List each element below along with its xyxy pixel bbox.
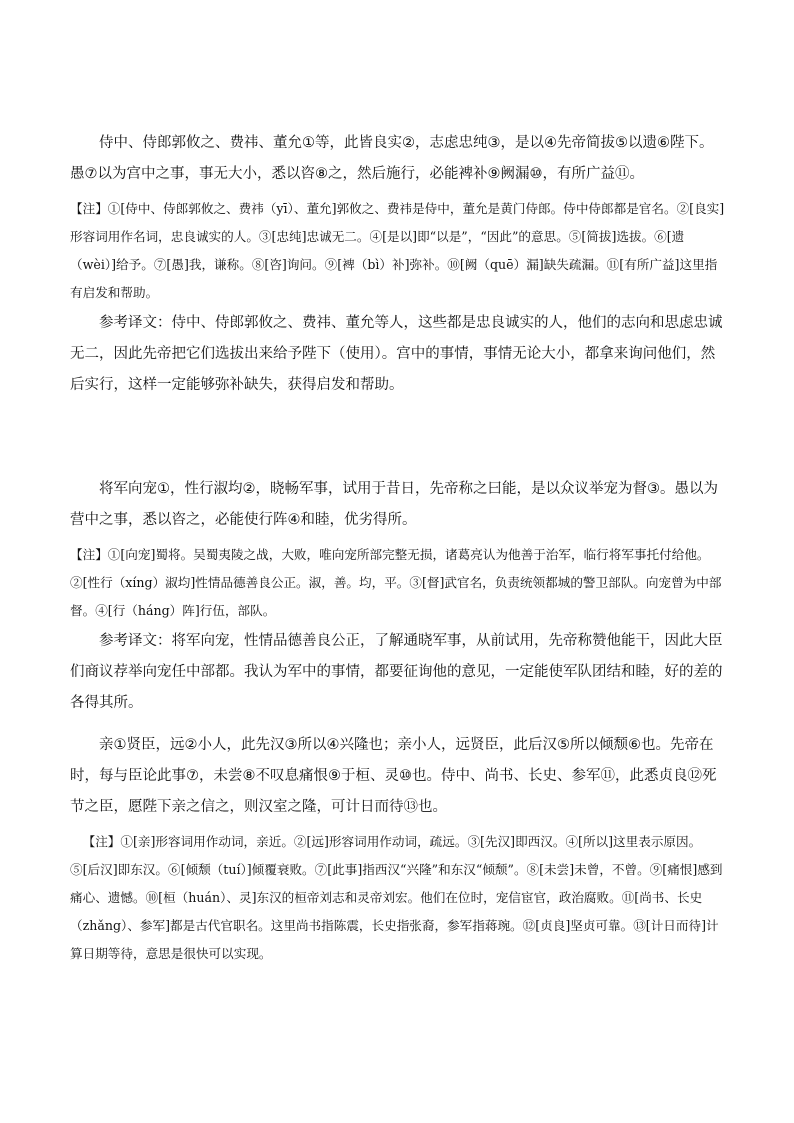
section-1-translation: 参考译文：侍中、侍郎郭攸之、费祎、董允等人，这些都是忠良诚实的人，他们的志向和思虑忠诚无二，因此先帝把它们选拔出来给予陛下（使用）。宫中的事情，事情无论大小，都拿来询问他们，然后实行，这样一定能够弥补缺失，获得启发和帮助。: [70, 315, 723, 393]
section-2-annotation: 【注】①[向宠]蜀将。吴蜀夷陵之战，大败，唯向宠所部完整无损，诸葛亮认为他善于治军，临行将军事托付给他。②[性行（xíng）淑均]性情品德善良公正。淑，善。均，平。③[督]武官名，负责统领都城的警卫部队。向宠曾为中部督。④[行（háng）阵]行伍，部队。: [70, 547, 722, 618]
section-3-main-text: 亲①贤臣，远②小人，此先汉③所以④兴隆也；亲小人，远贤臣，此后汉⑤所以倾颓⑥也。先帝在时，每与臣论此事⑦，未尝⑧不叹息痛恨⑨于桓、灵⑩也。侍中、尚书、长史、参军⑪，此悉贞良⑫死节之臣，愿陛下亲之信之，则汉室之隆，可计日而待⑬也。: [70, 737, 717, 815]
section-3-annotation: 【注】①[亲]形容词用作动词，亲近。②[远]形容词用作动词，疏远。③[先汉]即西汉。④[所以]这里表示原因。⑤[后汉]即东汉。⑥[倾颓（tuí）]倾覆衰败。⑦[此事]指西汉“兴隆”和东汉“倾颓”。⑧[未尝]未曾，不曾。⑨[痛恨]感到痛心、遗憾。⑩[桓（huán）、灵]东汉的桓帝刘志和灵帝刘宏。他们在位时，宠信宦官，政治腐败。⑪[尚书、长史（zhǎng）、参军]都是古代官职名。这里尚书指陈震，长史指张裔，参军指蒋琬。⑫[贞良]坚贞可靠。⑬[计日而待]计算日期等待，意思是很快可以实现。: [70, 834, 723, 961]
section-2-translation: 参考译文：将军向宠，性情品德善良公正，了解通晓军事，从前试用，先帝称赞他能干，因此大臣们商议荐举向宠任中部都。我认为军中的事情，都要征询他的意见，一定能使军队团结和睦，好的差的各得其所。: [70, 633, 723, 711]
section-1-annotation: 【注】①[侍中、侍郎郭攸之、费祎（yī）、董允]郭攸之、费祎是侍中，董允是黄门侍郎。侍中侍郎都是官名。②[良实]形容词用作名词，忠良诚实的人。③[忠纯]忠诚无二。④[是以]即“以是”，“因此”的意思。⑤[简拔]选拔。⑥[遗（wèi）]给予。⑦[愚]我，谦称。⑧[咨]询问。⑨[裨（bì）补]弥补。⑩[阙（quē）漏]缺失疏漏。⑪[有所广益]这里指有启发和帮助。: [70, 201, 725, 300]
section-1: [70, 128, 725, 401]
section-2: [70, 474, 725, 719]
section-3: [70, 730, 725, 968]
section-1-main-text: 侍中、侍郎郭攸之、费祎、董允①等，此皆良实②，志虑忠纯③，是以④先帝简拔⑤以遗⑥陛下。愚⑦以为宫中之事，事无大小，悉以咨⑧之，然后施行，必能裨补⑨阙漏⑩，有所广益⑪。: [70, 135, 714, 182]
section-2-main-text: 将军向宠①，性行淑均②，晓畅军事，试用于昔日，先帝称之曰能，是以众议举宠为督③。愚以为营中之事，悉以咨之，必能使行阵④和睦，优劣得所。: [70, 481, 718, 528]
